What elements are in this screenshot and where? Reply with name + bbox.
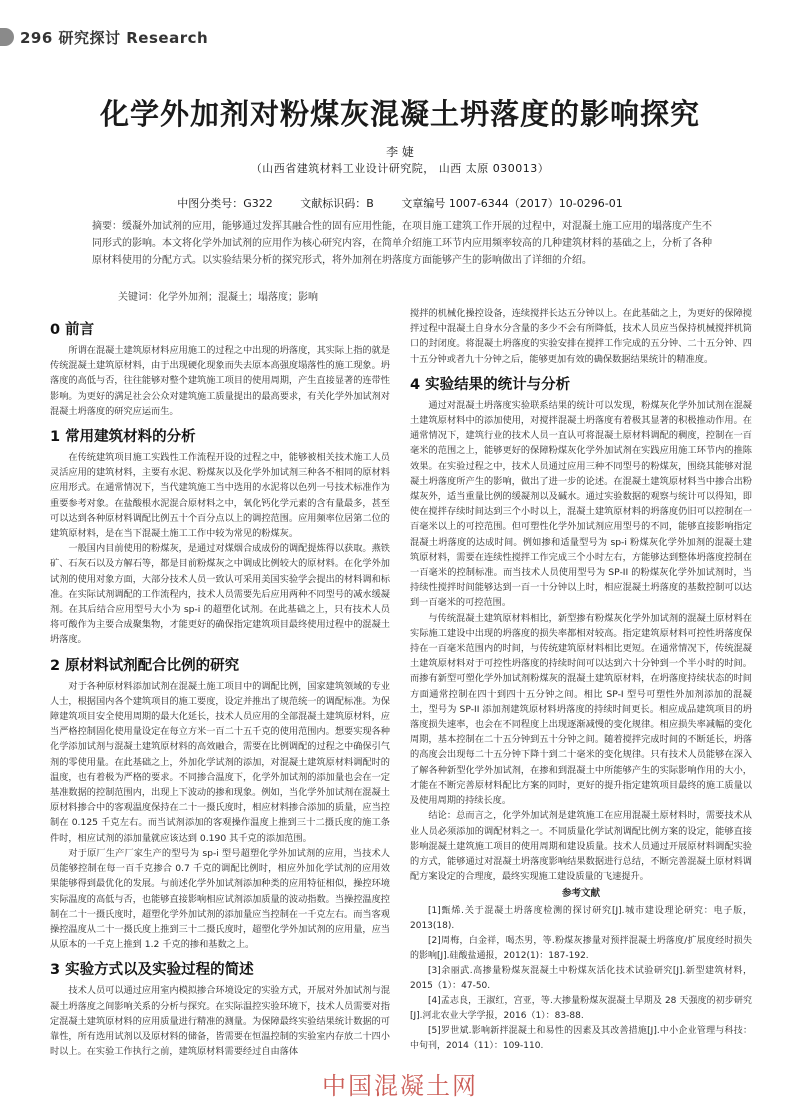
left-column <box>50 312 390 1059</box>
reference-item: [2]周梅，白金祥，喝杰男，等.粉煤灰掺量对预拌混凝土坍落度/扩展度经时损失的影响[J].硅酸盐通报，2012(1)：187-192. <box>410 935 752 961</box>
section-heading: 2 原材料试剂配合比例的研究 <box>50 657 240 674</box>
right-column <box>410 306 752 1054</box>
paragraph: 对于原厂生产厂家生产的型号为 sp-i 型号超塑化学外加试剂的应用，当技术人员能够控制在每一百千克掺合 0.7 千克的调配比例时，相应外加化学试剂的应用效果能够得到最优化的发展。与前述化学外加试剂添加种类的应用特征相似，操控环境实际温度的高低与否，也能够直接影响相应试剂添加质量的波动指数。当操控温度控制在二十一摄氏度时，超塑化学外加试剂的添加量应当控制在一千克左右。而当客观操控温度从二十一摄氏度上推到三十二摄氏度时，超塑化学外加试剂的应用量，应当从原本的一千克上推到 1.2 千克的掺和基数之上。 <box>50 847 390 951</box>
section-heading: 3 实验方式以及实验过程的简述 <box>50 962 254 979</box>
running-header-text: 296 研究探讨 Research <box>20 28 209 47</box>
header-tab-marker <box>0 28 14 46</box>
section-heading: 4 实验结果的统计与分析 <box>410 376 571 393</box>
watermark-logo: 中国混凝土网 <box>322 1072 478 1100</box>
reference-item: [1]甄烯.关于混凝土坍落度检测的探讨研究[J].城市建设理论研究：电子版，2013(18). <box>410 905 752 931</box>
paragraph: 与传统混凝土建筑原材料相比，新型掺有粉煤灰化学外加试剂的混凝土原材料在实际施工建设中出现的坍落度的损失率都相对较高。指定建筑原材料可控性坍落度保持在一百毫米范围内的时间，与传统建筑原材料相比更短。在通常情况下，传统混凝土建筑原材料对于可控性坍落度的持续时间可以达到六十分钟到一个半小时的时间。而掺有新型可塑化学外加试剂粉煤灰的混凝土建筑原材料，在坍落度持续状态的时间方面通常控制在四十到四十五分钟之间。相比 SP-I 型号可塑性外加剂添加的混凝土，型号为 SP-II 添加剂建筑原材料坍落度的持续时间更长。相应成品建筑项目的坍落度损失速率，也会在不同程度上出现逐渐减慢的变化规律。相应损失率减幅的变化周期，基本控制在二十五分钟到五十分钟之间。随着搅拌完成时间的不断延长，坍落的高度会出现每二十五分钟下降十到二十毫米的变化规律。只有技术人员能够在深入了解各种新型化学外加试剂，在掺和到混凝土中所能够产生的实际影响作用的大小，才能在不断完善原材料配比方案的同时，更好的提升指定建筑项目最终的施工质量以及使用周期的持续长度。 <box>410 612 752 807</box>
paragraph: 搅拌的机械化操控设备，连续搅拌长达五分钟以上。在此基础之上，为更好的保障搅拌过程中混凝土自身水分含量的多少不会有所降低，技术人员应当保持机械搅拌机筒口的封闭度。将混凝土坍落度的实验安排在搅拌工作完成的五分钟、二十五分钟、四十五分钟或者九十分钟之后，能够更加有效的确保数据结果统计的精准度。 <box>410 308 752 365</box>
author: 李 婕 <box>386 145 414 159</box>
paragraph: 在传统建筑项目施工实践性工作流程开设的过程之中，能够被相关技术施工人员灵活应用的建筑材料，主要有水泥、粉煤灰以及化学外加试剂三种各不相同的原材料应用形式。在通常情况下，当代建筑施工当中选用的水泥将以色列一号技术标准作为重要参考对象。在盐酸根水泥混合原材料之中，氧化钙化学元素的含有量最多，甚至可以达到各种原材料调配比例五十个百分点以上的调控范围。应用频率位居第二位的建筑原材料，是在当下混凝土施工工作中较为常见的粉煤灰。 <box>50 452 390 540</box>
references-heading: 参考文献 <box>561 888 600 900</box>
paragraph: 通过对混凝土坍落度实验联系结果的统计可以发现，粉煤灰化学外加试剂在混凝土建筑原材料中的添加使用，对搅拌混凝土坍落度有着极其显著的积极推动作用。在通常情况下，建筑行业的技术人员一直认可将混凝土原材料调配的稠度，控制在一百毫米的范围之上，能够更好的保障粉煤灰化学外加试剂在实践应用施工环节内的推陈效果。在实验过程之中，技术人员通过应用三种不同型号的粉煤灰，围绕其能够对混凝土坍落度所产生的影响，做出了进一步的论述。在混凝土建筑原材料当中掺合出粉煤灰外，适当重量比例的缓凝剂以及碱水。通过实验数据的观察与统计可以得知，即使在搅拌存续时间达到三个小时以上，混凝土建筑原材料的坍落度仍旧可以控制在一百毫米以上的可控范围。但可塑性化学外加试剂应用型号的不同，能够直接影响指定混凝土坍落度的达成时间。例如掺和适量型号为 sp-i 粉煤灰化学外加剂的混凝土建筑原材料，需要在连续性搅拌工作完成三个小时左右，方能够达到整体坍落度控制在一百毫米的控制标准。而当技术人员使用型号为 SP-II 的粉煤灰化学外加试剂时，当持续性搅拌时间能够达到一百一十分钟以上时，相应混凝土坍落度的基数控制可以达到一百毫米的可控范围。 <box>410 399 752 609</box>
clc-number: 中图分类号：G322 <box>177 197 273 210</box>
classification-line <box>0 195 800 211</box>
abstract: 摘要：缓凝外加试剂的应用，能够通过发挥其融合性的固有应用性能，在项目施工建筑工作开展的过程中，对混凝土施工应用的塌落度产生不同形式的影响。本文将化学外加试剂的应用作为核心研究内容，在简单介绍施工环节内应用频率较高的几种建筑材料的基础之上，分析了各种原材料使用的分配方式。以实验结果分析的探究形式，将外加剂在坍落度方面能够产生的影响做出了详细的介绍。 <box>92 221 712 266</box>
affiliation: （山西省建筑材料工业设计研究院， 山西 太原 030013） <box>250 162 550 175</box>
keywords: 关键词：化学外加剂；混凝土；塌落度；影响 <box>118 292 318 303</box>
paragraph: 结论：总而言之，化学外加试剂是建筑施工在应用混凝土原材料时，需要技术从业人员必须添加的调配材料之一。不同质量化学试剂调配比例方案的设定，能够直接影响混凝土建筑施工项目的使用周期和建设质量。技术人员通过开展原材料调配实验的方式，能够通过对混凝土坍落度影响结果数据进行总结，不断完善混凝土原材料调配方案设定的合理度，最终实现施工建设质量的飞速提升。 <box>410 810 752 883</box>
paragraph: 对于各种原材料添加试剂在混凝土施工项目中的调配比例，国家建筑领域的专业人士，根据国内各个建筑项目的施工要度，设定并推出了规范统一的调配标准。为保障建筑项目安全使用周期的最大化延长，技术人员应用的全部混凝土建筑原材料，应当严格控制固化使用量设定在每立方米一百二十五千克的使用范围内。想要实现各种化学添加试剂与混凝土建筑原材料的高效融合，需要在比例调配的过程之中确保引气剂的零使用量。在此基础之上，外加化学试剂的添加，对混凝土建筑原材料调配时的温度，也有着极为严格的要求。不同掺合温度下，化学外加试剂的添加量也会在一定基准数据的控制范围内，出现上下波动的掺和现象。例如，当化学外加试剂在混凝土原材料掺合中的客观温度保持在二十一摄氏度时，相应材料掺合添加的质量，应当控制在 0.125 千克左右。而当试剂添加的客观操作温度上推到三十二摄氏度的施工条件时，相应试剂的添加量就应该达到 0.190 其千克的添加范围。 <box>50 680 390 844</box>
section-heading: 0 前言 <box>50 322 95 338</box>
paragraph: 所谓在混凝土建筑原材料应用施工的过程之中出现的坍落度，其实际上指的就是传统混凝土建筑原材料，由于出现硬化现象而失去原本高强度塌落性的施工现象。坍落度的高低与否，往往能够对整个建筑施工项目的使用周期，产生直接显著的连带性影响。为更好的满足社会公众对建筑施工质量提出的最高要求，有关化学外加试剂对混凝土坍落度的研究应运而生。 <box>50 345 390 417</box>
reference-item: [5]罗世斌.影响新拌混凝土和易性的因素及其改善措施[J].中小企业管理与科技：中旬刊，2014（11）：109-110. <box>410 1025 752 1051</box>
article-number: 文章编号 1007-6344（2017）10-0296-01 <box>401 197 623 210</box>
reference-item: [3]余丽武.高掺量粉煤灰混凝土中粉煤灰活化技术试验研究[J].新型建筑材料，2015（1）：47-50. <box>410 965 752 991</box>
paragraph: 技术人员可以通过应用室内模拟掺合环境设定的实验方式，开展对外加试剂与混凝土坍落度之间影响关系的分析与探究。在实际温控实验环境下，技术人员需要对指定混凝土建筑原材料的应用质量进行精准的测量。为保障最终实验结果统计数据的可靠性，所有选用试剂以及原材料的储备，皆需要在恒温控制的实验室内存放二十四小时以上。在实验工作执行之前，建筑原材料需要经过自由落体 <box>50 985 390 1058</box>
article-title: 化学外加剂对粉煤灰混凝土坍落度的影响探究 <box>99 97 700 131</box>
paragraph: 一般国内目前使用的粉煤灰，是通过对煤烟合成成份的调配提炼得以获取。燕铁矿、石灰石以及方解石等，都是目前粉煤灰之中调成比例较大的原材料。在化学外加试剂的使用对象方面，大部分技术人员一致认可采用美国实验学会提出的材料调和标准。在实际试剂调配的工作流程内，技术人员需要先后应用两种不同型号的减水缓凝剂。在其后结合应用型号大小为 sp-i 的超塑化试剂。在此基础之上，只有技术人员将可酸作为主要合成聚集物，才能更好的确保指定建筑项目最终使用过程中的混凝土坍落度。 <box>50 543 390 646</box>
reference-item: [4]孟志良，王淑红，宫亚，等.大掺量粉煤灰混凝土早期及 28 天强度的初步研究[J].河北农业大学学报，2016（1）：83-88. <box>410 995 752 1021</box>
running-header <box>0 26 208 48</box>
section-heading: 1 常用建筑材料的分析 <box>50 429 196 446</box>
doc-code: 文献标识码：B <box>300 197 374 210</box>
